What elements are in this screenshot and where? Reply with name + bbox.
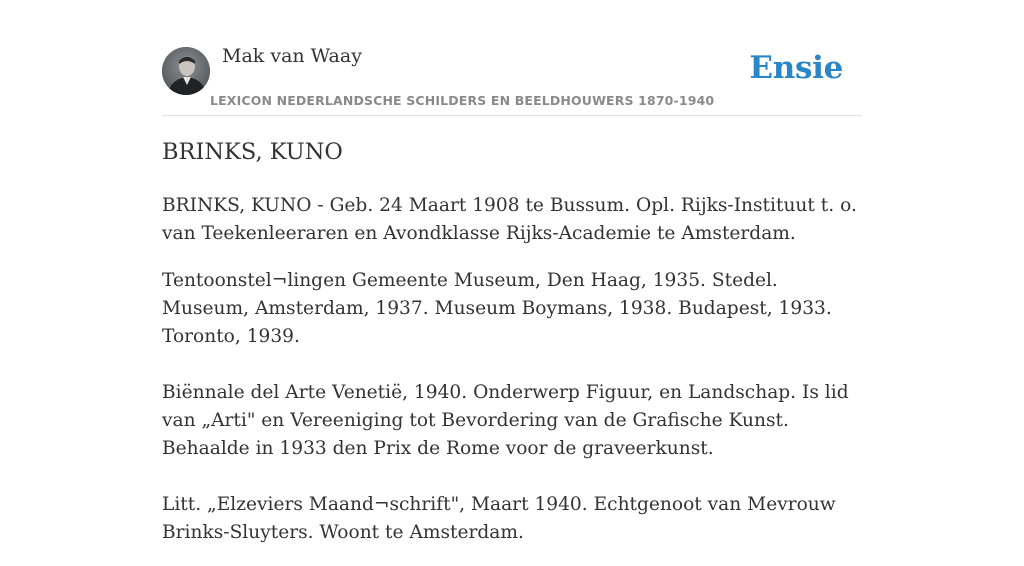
- brand-logo[interactable]: Ensie: [749, 50, 843, 86]
- author-name[interactable]: Mak van Waay: [222, 45, 362, 67]
- entry-paragraph: BRINKS, KUNO - Geb. 24 Maart 1908 te Bussum. Opl. Rijks-Instituut t. o. van Teekenleeraren en Avondklasse Rijks-Academie te Amsterdam.: [162, 195, 857, 244]
- entry-title: BRINKS, KUNO: [162, 139, 343, 165]
- entry-paragraph: Litt. „Elzeviers Maand¬schrift", Maart 1940. Echtgenoot van Mevrouw Brinks-Sluyters. Woont te Amsterdam.: [162, 494, 836, 543]
- header: [162, 0, 862, 116]
- entry-body: [162, 192, 862, 566]
- page: [162, 0, 862, 543]
- author-portrait-icon: [162, 47, 210, 95]
- lexicon-title[interactable]: LEXICON NEDERLANDSCHE SCHILDERS EN BEELDHOUWERS 1870-1940: [210, 93, 715, 108]
- entry-paragraph: Biënnale del Arte Venetië, 1940. Onderwerp Figuur, en Landschap. Is lid van „Arti" en Vereeniging tot Bevordering van de Grafische Kunst. Behaalde in 1933 den Prix de Rome voor de graveerkunst.: [162, 382, 849, 459]
- author-avatar[interactable]: [162, 47, 210, 95]
- entry-paragraph: Tentoonstel¬lingen Gemeente Museum, Den Haag, 1935. Stedel. Museum, Amsterdam, 1937. Museum Boymans, 1938. Budapest, 1933. Toronto, 1939.: [162, 270, 832, 347]
